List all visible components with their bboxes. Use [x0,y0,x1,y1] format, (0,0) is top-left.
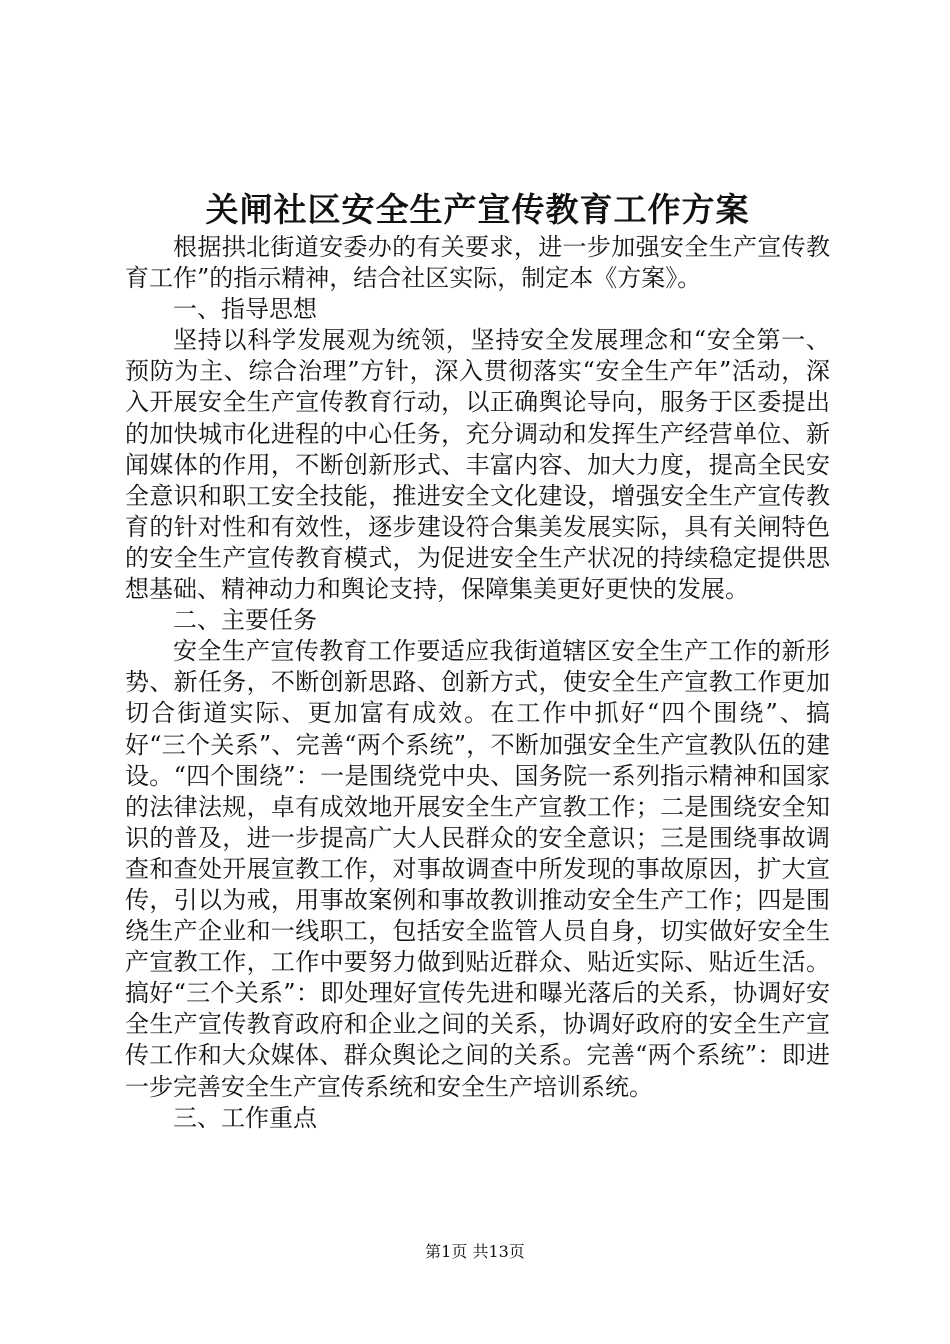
section-heading-main-tasks: 二、主要任务 [173,606,317,635]
document-body [125,188,830,1134]
guiding-ideology-paragraph: 坚持以科学发展观为统领，坚持安全发展理念和“安全第一、预防为主、综合治理”方针，深入贯彻落实“安全生产年”活动，深入开展安全生产宣传教育行动，以正确舆论导向，服务于区委提出的加快城市化进程的中心任务，充分调动和发挥生产经营单位、新闻媒体的作用，不断创新形式、丰富内容、加大力度，提高全民安全意识和职工安全技能，推进安全文化建设，增强安全生产宣传教育的针对性和有效性，逐步建设符合集美发展实际，具有关闸特色的安全生产宣传教育模式，为促进安全生产状况的持续稳定提供思想基础、精神动力和舆论支持，保障集美更好更快的发展。 [125,326,830,604]
document-title: 关闸社区安全生产宣传教育工作方案 [205,190,750,229]
intro-paragraph: 根据拱北街道安委办的有关要求，进一步加强安全生产宣传教育工作”的指示精神，结合社区实际，制定本《方案》。 [125,233,830,293]
main-tasks-paragraph: 安全生产宣传教育工作要适应我街道辖区安全生产工作的新形势、新任务，不断创新思路、创新方式，使安全生产宣教工作更加切合街道实际、更加富有成效。在工作中抓好“四个围绕”、搞好“三个关系”、完善“两个系统”，不断加强安全生产宣教队伍的建设。“四个围绕”：一是围绕党中央、国务院一系列指示精神和国家的法律法规，卓有成效地开展安全生产宣教工作；二是围绕安全知识的普及，进一步提高广大人民群众的安全意识；三是围绕事故调查和查处开展宣教工作，对事故调查中所发现的事故原因，扩大宣传，引以为戒，用事故案例和事故教训推动安全生产工作；四是围绕生产企业和一线职工，包括安全监管人员自身，切实做好安全生产宣教工作，工作中要努力做到贴近群众、贴近实际、贴近生活。搞好“三个关系”：即处理好宣传先进和曝光落后的关系，协调好安全生产宣传教育政府和企业之间的关系，协调好政府的安全生产宣传工作和大众媒体、群众舆论之间的关系。完善“两个系统”：即进一步完善安全生产宣传系统和安全生产培训系统。 [125,637,830,1101]
section-heading-guiding-ideology: 一、指导思想 [173,295,317,324]
page-number-footer: 第1页 共13页 [425,1242,525,1261]
section-heading-work-focus: 三、工作重点 [173,1103,317,1132]
